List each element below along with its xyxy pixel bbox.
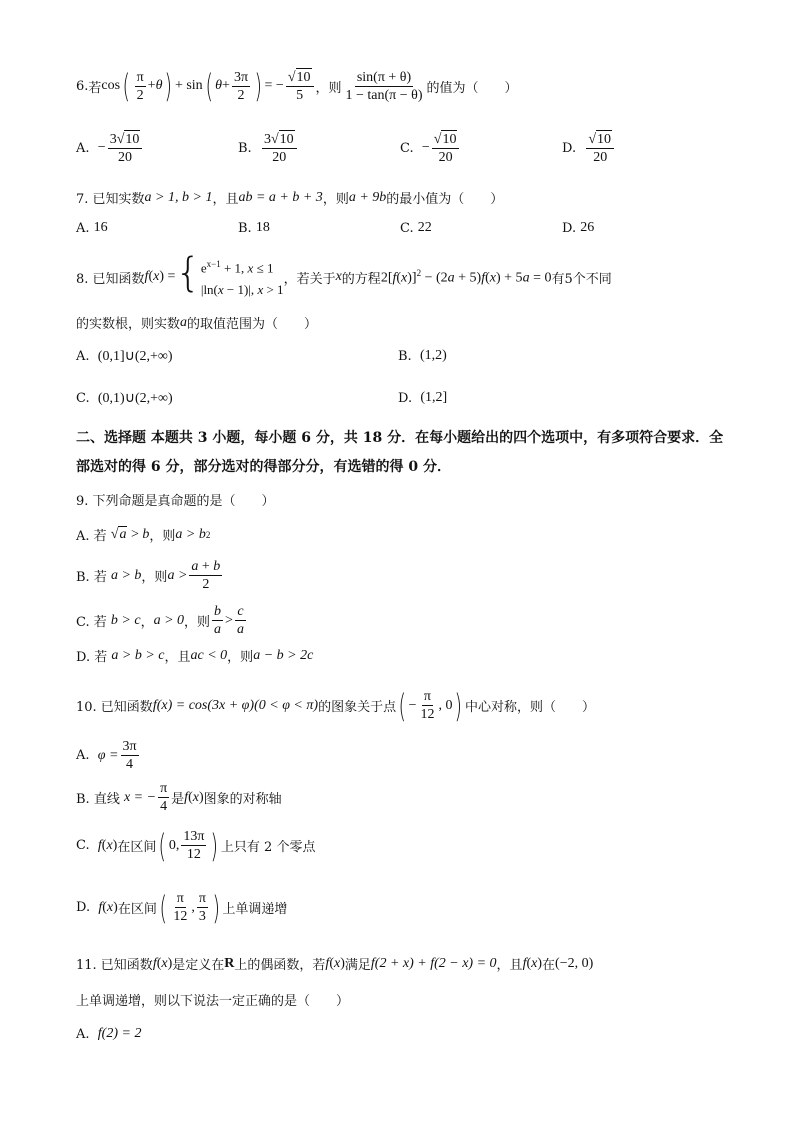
q10-option-a[interactable]: A. φ = $\frac{3\pi}{4}$ — [76, 739, 137, 772]
question-11-line2: 上单调递增，则以下说法一定正确的是（ ） — [76, 994, 350, 1009]
q9-option-d[interactable]: D. 若 a > b > c ，且 ac < 0 ，则 a − b > 2c — [76, 647, 314, 665]
q6-tail: 的值为（ ） — [426, 80, 518, 96]
q9-option-b[interactable]: B. 若 a > b ，则 a > $\frac{a + b}{2}$ — [76, 559, 221, 592]
q10-option-c[interactable]: C. f ( x ) 在区间 ( 0, $\frac{13\pi}{12}$ ) 上只有 2 个零点 — [76, 826, 316, 865]
q9-option-a[interactable]: A. 若 √ a > b ，则 a > b 2 — [76, 526, 211, 544]
question-9-stem: 9. 下列命题是真命题的是（ ） — [76, 494, 275, 509]
q10-option-d[interactable]: D. f ( x ) 在区间 ( $\frac{\pi}{12}$ , $\frac{\pi}{3}$ ) 上单调递增 — [76, 888, 288, 927]
q7-option-d[interactable]: D. 26 — [562, 220, 595, 236]
q8-option-d[interactable]: D. (1,2] — [398, 390, 448, 406]
q8-option-c[interactable]: C. (0,1)∪(2,+∞) — [76, 391, 173, 406]
q8-option-b[interactable]: B. (1,2) — [398, 348, 447, 364]
question-6-stem: 6. 若 cos ( $\frac{\pi}{2}$ + θ ) + sin ( θ + $\frac{3\pi}{2}$ ) = − √ 10 5 ，则 $\frac{\sin(\pi + \theta)}{1 - \tan(\pi - \theta)}$ 的值为（ ） — [76, 67, 518, 105]
q6-option-d[interactable]: D. √ 10 20 — [562, 130, 616, 166]
question-11-stem: 11. 已知函数 f ( x ) 是定义在 R 上的偶函数，若 f ( x ) 满足 f(2 + x) + f(2 − x) = 0 ，且 f ( x ) 在 (−2, 0) — [76, 955, 594, 973]
question-7-stem: 7. 已知实数 a > 1, b > 1 ，且 ab = a + b + 3 ，则 a + 9b 的最小值为（ ） — [76, 189, 504, 207]
q6-option-b[interactable]: B. 3√ 10 20 — [238, 130, 299, 166]
q7-option-a[interactable]: A. 16 — [76, 220, 108, 236]
question-10-stem: 10. 已知函数 f(x) = cos(3x + φ)(0 < φ < π) 的图象关于点 ( − $\frac{\pi}{12}$ , 0 ) 中心对称，则（ ） — [76, 686, 595, 725]
q11-option-a[interactable]: A. f(2) = 2 — [76, 1026, 142, 1042]
q9-option-c[interactable]: C. 若 b > c ， a > 0 ，则 $\frac{b}{a}$ > $\frac{c}{a}$ — [76, 604, 244, 637]
question-8-stem: 8. 已知函数 f ( x ) = { $e^{x-1} + 1$, x ≤ 1 |ln(x − 1)|, x > 1 ，若关于 x 的方程 $2[f(x)]^2 - (2a + 5)f(x) + 5a = 0$ 有5个不同 — [76, 253, 612, 301]
piecewise-function: { $e^{x-1} + 1$, x ≤ 1 |ln(x − 1)|, x > 1 — [175, 250, 284, 298]
q7-option-b[interactable]: B. 18 — [238, 220, 270, 236]
q8-option-a[interactable]: A. (0,1]∪(2,+∞) — [76, 349, 173, 364]
section-2-heading: 二、选择题 本题共 3 小题，每小题 6 分，共 18 分．在每小题给出的四个选项中，有多项符合要求．全部选对的得 6 分，部分选对的得部分分，有选错的得 0 分． — [76, 430, 724, 475]
q6-option-c[interactable]: C. − √ 10 20 — [400, 130, 461, 166]
q6-then: ，则 — [315, 80, 342, 96]
q6-number: 6. — [76, 78, 89, 94]
q6-option-a[interactable]: A. − 3√ 10 20 — [76, 130, 144, 166]
q6-ruo: 若 — [88, 80, 102, 96]
q10-option-b[interactable]: B. 直线 x = − $\frac{\pi}{4}$ 是 f ( x ) 图象的对称轴 — [76, 781, 282, 814]
q7-option-c[interactable]: C. 22 — [400, 220, 432, 236]
question-8-line2: 的实数根，则实数 a 的取值范围为（ ） — [76, 314, 318, 332]
